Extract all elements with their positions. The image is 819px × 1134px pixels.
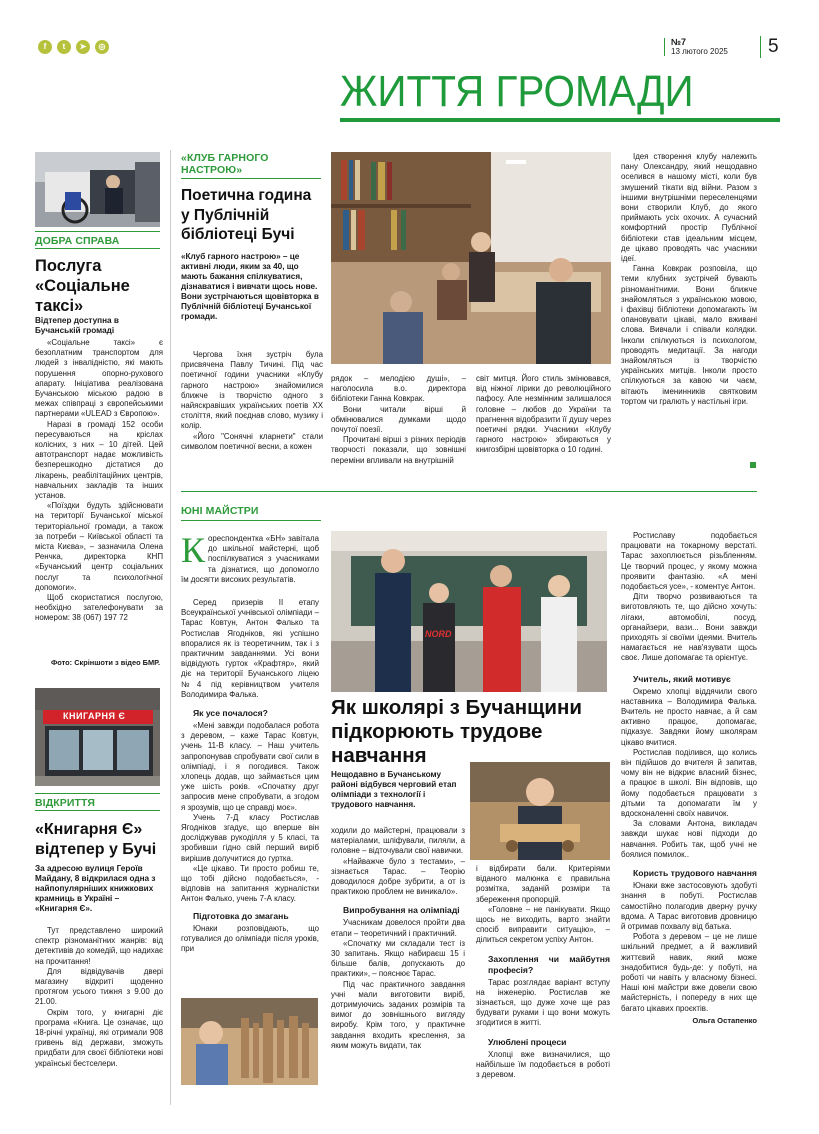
taxi-paragraph: Щоб скористатися послугою, необхідно зателефонувати за номером: 38 (067) 197 72 bbox=[35, 593, 163, 623]
students-paragraph: Окремо хлопці віддячили свого наставника – Володимира Фалька. Вчитель не просто навчає, а й сам активно працює, допомагає, підказує. Завдяки йому школярам цікаво вчитися. bbox=[621, 686, 757, 747]
taxi-rubric: ДОБРА СПРАВА bbox=[35, 235, 120, 247]
issue-info bbox=[664, 38, 728, 56]
issue-number: №7 bbox=[671, 37, 687, 47]
students-paragraph: Тарас розглядає варіант вступу на інженерію. Ростислав же зізнається, що дуже хоче ще раз будувати руками і що вони можуть згодитися в житті. bbox=[476, 977, 610, 1028]
students-paragraph: Учасникам довелося пройти два етапи – теоретичний і практичний. bbox=[331, 918, 465, 938]
students-paragraph: «Головне – не панікувати. Якщо щось не виходить, варто знайти спосіб виправити ситуацію», – ділиться секретом успіху Антон. bbox=[476, 904, 610, 945]
students-rule bbox=[181, 520, 321, 521]
students-paragraph: Під час практичного завдання учні мали виготовити виріб, дотримуючись заданих розмірів та вимог до зовнішнього вигляду виробу. Крім того, у практичне завдання входить креслення, за яким можуть видати, так bbox=[331, 979, 465, 1050]
students-subhead: Улюблені процеси bbox=[488, 1036, 567, 1047]
students-col3 bbox=[476, 864, 610, 1080]
bookstore-photo-image bbox=[35, 688, 160, 786]
students-paragraph: Хлопці вже визначилися, що найбільше їм подобається в роботі з деревом. bbox=[476, 1049, 610, 1080]
poetry-paragraph: Ганна Ковкрак розповіла, що теми клубних зустрічей бувають різноманітними. Вони ближче знайомляться з українською мовою, і фахівці бібліотеки допомагають їм опановувати цікаві, мало вживані слова. Вивчали і співали колядки. Інколи спілкуються із психологом, проводять медитації. За нагоди знайомляться із творчістю українських митців. Інколи просто спілкуються за кавою чи чаєм, вітають іменинників святковим тортом чи гралють у настільні ігри. bbox=[621, 264, 757, 406]
students-paragraph: Серед призерів ІІ етапу Всеукраїнської учнівської олімпіади – Тарас Ковтун, Антон Фалько та Ростислав Ягодніков, які успішно впоралися як із теоретичним, так і з практичним завданнями. Усі вони відвідують гурток «Крафтяр», який діє на території Бучанського ліцею №4 під керівництвом учителя Володимира Фалька. bbox=[181, 598, 319, 699]
poetry-paragraph: Вони читали вірші й обмінювалися думками щодо почутої поезії. bbox=[331, 404, 466, 435]
telegram-icon[interactable]: ➤ bbox=[76, 40, 90, 54]
poetry-paragraph: Чергова їхня зустріч була присвячена Павлу Тичині. Під час поетичної години учасники «Клубу гарного настрою» знайомилися ближче із творчістю одного з найяскравіших українських поетів ХХ століття, який поєднав слово, музику і колір. bbox=[181, 350, 323, 431]
page-number: 5 bbox=[760, 36, 779, 58]
taxi-paragraph: «Соціальне таксі» є безоплатним транспортом для людей з інвалідністю, які мають порушення опорно-рухового апарату. Ініціатива реалізована Бучанською міською радою в межах співпраці з європейськими партнерами «ULEAD з Європою». bbox=[35, 338, 163, 419]
craft-photo-image bbox=[470, 762, 610, 860]
students-paragraph: За словами Антона, викладач завжди шукає нові підходи до навчання. Робить так, щоб учні не боялися помилок.. bbox=[621, 819, 757, 859]
poetry-paragraph: «Його "Сонячні кларнети" стали символом поетичної весни, а кожен bbox=[181, 431, 323, 451]
bookstore-rule bbox=[35, 793, 160, 794]
students-title: Як школярі з Бучанщини підкорюють трудове навчання bbox=[331, 696, 582, 767]
social-icons bbox=[38, 40, 109, 54]
group-photo-image bbox=[331, 531, 607, 692]
students-paragraph: Ростиславу подобається працювати на токарному верстаті. Тарас захоплюється різьбленням. Це творчий процес, у якому можна проявити фантазію. «А мені подобається усе», - коментує Антон. bbox=[621, 531, 757, 592]
poetry-col2 bbox=[331, 374, 466, 466]
poetry-rule bbox=[181, 178, 321, 179]
students-subhead: Як усе почалося? bbox=[193, 708, 268, 719]
bookstore-sign: КНИГАРНЯ Є bbox=[63, 711, 126, 721]
taxi-lead: Відтепер доступна в Бучанській громаді bbox=[35, 316, 119, 335]
bookstore-rubric: ВІДКРИТТЯ bbox=[35, 797, 96, 809]
students-intro bbox=[181, 530, 319, 585]
poetry-paragraph: Ідея створення клубу належить пану Олександру, який нещодавно оселився в нашому місті, коли був змушений тікати від війни. Разом з іншими внутрішніми переселенцями вони створили Клуб, до якого приймають усіх охочих. А сучасний комфортний простір Публічної бібліотеки став ідеальним місцем, де цікаво проводять час учасники ідеї. bbox=[621, 152, 757, 264]
section-title: ЖИТТЯ ГРОМАДИ bbox=[340, 67, 694, 116]
students-paragraph: ходили до майстерні, працювали з матеріалами, шліфували, пиляли, а головне – відточували свої навички. bbox=[331, 826, 465, 856]
poetry-lead: «Клуб гарного настрою» – це активні люди, яким за 40, що мають бажання спілкуватися, дізнаватися і вивчати щось нове. Вони зустрічаються щовівторка в Публічній бібліотеці Бучанської громади. bbox=[181, 252, 319, 321]
students-subhead: Підготовка до змагань bbox=[193, 910, 289, 921]
taxi-paragraph: «Поїздки будуть здійснювати на території Бучанської міської територіальної громади, а також за потреби – Київської області та міста Києва», – зазначила Олена Ренчка, директорка КНП «Бучанський центр соціальних послуг та психологічної допомоги». bbox=[35, 501, 163, 592]
poetry-col1 bbox=[181, 350, 323, 452]
students-paragraph: і відбирати бали. Критеріями віданого малюнка є правильна розмітка, заданій розміри та збереження пропорцій. bbox=[476, 864, 610, 904]
bookstore-paragraph: Тут представлено широкий спектр різноманітних жанрів: від детективів до комедій, що надихає на прочитання! bbox=[35, 926, 163, 966]
taxi-rule bbox=[35, 231, 160, 232]
students-group-photo bbox=[331, 531, 607, 692]
bookstore-body bbox=[35, 926, 163, 1069]
students-intro-text: ореспондентка «БН» завітала до шкільної майстерні, щоб поспілкуватися з учасниками та дізнатися, що допомогло їм досягти високих результатів. bbox=[181, 534, 319, 584]
twitter-icon[interactable]: t bbox=[57, 40, 71, 54]
students-paragraph: Юнаки розповідають, що готувалися до олімпіади після уроків, при bbox=[181, 923, 319, 954]
bookstore-title: «Книгарня Є» відтепер у Бучі bbox=[35, 821, 157, 858]
shirt-print: NORD bbox=[425, 629, 452, 639]
taxi-body bbox=[35, 338, 163, 624]
poetry-photo-image bbox=[331, 152, 611, 364]
facebook-icon[interactable]: f bbox=[38, 40, 52, 54]
students-paragraph: «Спочатку ми складали тест із 30 запитань. Якщо набираєш 15 і більше балів, допускають до практики», – пояснює Тарас. bbox=[331, 938, 465, 979]
students-subhead: Учитель, який мотивує bbox=[633, 673, 731, 684]
poetry-title: Поетична година у Публічній бібліотеці Бучі bbox=[181, 187, 312, 243]
poetry-paragraph: світ митця. Його стиль змінювався, від ніжної лірики до революційного пафосу. Але незмінним залишалося головне – любов до України та прагнення відобразити її душу через поетичні рядки. Учасники «Клубу гарного настрою» збираються у книгозбірні щовівторка о 10 годині. bbox=[476, 374, 611, 455]
taxi-rule-2 bbox=[35, 248, 160, 249]
students-col4 bbox=[621, 531, 757, 1026]
poetry-col3 bbox=[476, 374, 611, 456]
students-col2 bbox=[331, 826, 465, 1051]
students-subhead: Випробування на олімпіаді bbox=[343, 905, 460, 916]
bookstore-lead: За адресою вулиця Героїв Майдану, 8 відкрилася одна з найпопулярніших книжкових крамниць в Україні – «Книгарня Є». bbox=[35, 864, 156, 913]
students-subhead: Захоплення чи майбутня професія? bbox=[488, 953, 610, 975]
poetry-photo bbox=[331, 152, 611, 364]
issue-date: 13 лютого 2025 bbox=[671, 47, 728, 56]
column-divider bbox=[170, 150, 171, 1105]
students-paragraph: Юнаки вже застосовують здобуті знання в побуті. Ростислав самостійно полагодив дверну ручку вдома. А Тарас виготовив дровницю й отримав похвалу від батька. bbox=[621, 881, 757, 931]
poetry-paragraph: рядок – мелодією душі», – наголосила в.о. директора бібліотеки Ганна Ковкрак. bbox=[331, 374, 466, 404]
poetry-col4 bbox=[621, 152, 757, 407]
students-rubric: ЮНІ МАЙСТРИ bbox=[181, 505, 259, 517]
students-tools-photo bbox=[181, 998, 318, 1085]
students-paragraph: Учень 7-Д класу Ростислав Ягодніков згадує, що вперше він досліджував рукоділля у 5 класі, та зробивши гідно свій перший виріб вирішив долучитися до гуртка. bbox=[181, 812, 319, 863]
students-paragraph: Робота з деревом – це не лише шкільний предмет, а й важливий життєвий навик, який може знадобитися будь-де: у побуті, на роботі чи навіть у власному бізнесі. Наші юні майстри вже довели свою майстерність, і попереду в них ще багато цікавих проєктів. bbox=[621, 932, 757, 1013]
title-underline bbox=[340, 118, 780, 122]
taxi-photo bbox=[35, 152, 160, 227]
students-col1 bbox=[181, 598, 319, 954]
bookstore-rule-2 bbox=[35, 810, 160, 811]
students-paragraph: «Це цікаво. Ти просто робиш те, що тобі дійсно подобається», - відповів на запитання журналістки Антон Фалько, учень 7-А класу. bbox=[181, 863, 319, 904]
bookstore-paragraph: Для відвідувачів двері магазину відкриті щоденно протягом усього тижня з 9.00 до 21.00. bbox=[35, 966, 163, 1007]
students-subhead: Користь трудового навчання bbox=[633, 868, 757, 879]
poetry-rubric: «КЛУБ ГАРНОГО НАСТРОЮ» bbox=[181, 152, 269, 176]
article-author: Ольга Остапенко bbox=[692, 1015, 757, 1025]
article-end-mark bbox=[750, 462, 756, 468]
taxi-title: Послуга «Соціальне таксі» bbox=[35, 257, 130, 315]
dropcap-letter: К bbox=[181, 530, 206, 570]
instagram-icon[interactable]: ◎ bbox=[95, 40, 109, 54]
section-rule bbox=[181, 491, 757, 492]
students-paragraph: «Мені завжди подобалася робота з деревом, – каже Тарас Ковтун, учень 11-В класу. – Наш учитель запропонував спробувати свої сили в олімпіаді, і я погодився. Також хлопець додав, що займається цим уже шість років. «Спочатку друг запросив мене спробувати, а згодом я зрозумів, що це справді моє». bbox=[181, 721, 319, 812]
taxi-photo-credit: Фото: Скріншоти з відео БМР. bbox=[51, 658, 160, 667]
students-paragraph: Ростислав поділився, що колись він підійшов до вчителя й запитав, чому він не відкриє власний бізнес, а працює в школі. Він відповів, що йому подобається працювати з дітьми та допомагати їм у вдосконаленні своїх навичок. bbox=[621, 747, 757, 819]
taxi-photo-image bbox=[35, 152, 160, 227]
students-lead: Нещодавно в Бучанському районі відбувся черговий етап олімпіади з технології і трудового навчання. bbox=[331, 770, 457, 809]
poetry-paragraph: Прочитані вірші з різних періодів творчості показали, що зовнішні переміни впливали на внутрішній bbox=[331, 435, 466, 465]
tools-photo-image bbox=[181, 998, 318, 1085]
taxi-paragraph: Наразі в громаді 152 особи пересуваються на кріслах колісних, з них – 10 дітей. Цей автотранспорт надає можливість безперешкодно дістатися до лікарень, реабілітаційних центрів, навчальних закладів та інших установ. bbox=[35, 419, 163, 501]
students-paragraph: «Найважче було з тестами», – зізнається Тарас. – Теорію доводилося добре зубрити, а от із практикою проблем не виникало». bbox=[331, 856, 465, 897]
students-paragraph: Діти творчо розвиваються та виготовляють те, що дійсно хочуть: лігаки, автомобілі, посуд, органайзери, вази... Вони завжди приходять зі своїми ідеями. Вчитель намагається не нав'язувати щось своє. Лише допомагає та орієнтує. bbox=[621, 592, 757, 663]
students-craft-photo bbox=[470, 762, 610, 860]
bookstore-photo bbox=[35, 688, 160, 786]
bookstore-paragraph: Окрім того, у книгарні діє програма «Книга. Це означає, що 18-річні українці, які отримали 908 гривень від держави, зможуть придбати для своєї бібліотеки нові українські бестселери. bbox=[35, 1007, 163, 1068]
